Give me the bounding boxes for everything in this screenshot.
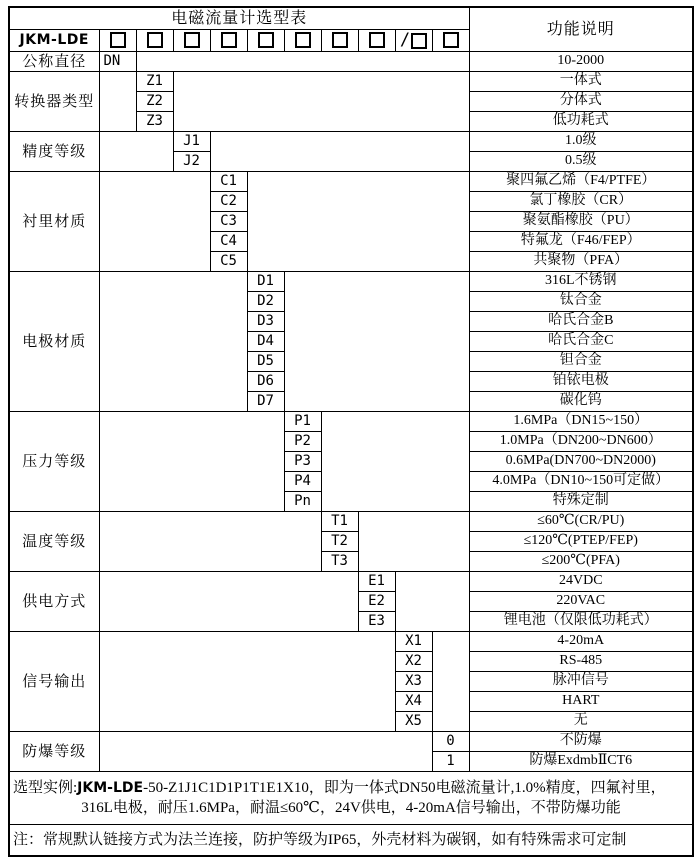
empty-cell — [99, 72, 136, 132]
desc-cell: 聚四氟乙烯（F4/PTFE） — [469, 172, 693, 192]
code-cell: C3 — [210, 212, 247, 232]
desc-cell: 碳化钨 — [469, 392, 693, 412]
code-cell: C5 — [210, 252, 247, 272]
desc-cell: 钽合金 — [469, 352, 693, 372]
checkbox-icon — [443, 32, 459, 48]
code-cell: X1 — [395, 632, 432, 652]
code-cell: C2 — [210, 192, 247, 212]
desc-cell: ≤60℃(CR/PU) — [469, 512, 693, 532]
code-cell: J1 — [173, 132, 210, 152]
code-cell: D3 — [247, 312, 284, 332]
model-checkbox-8[interactable] — [358, 30, 395, 52]
desc-cell: 锂电池（仅限低功耗式） — [469, 612, 693, 632]
empty-cell — [99, 272, 247, 412]
code-cell: Z2 — [136, 92, 173, 112]
selection-table — [8, 6, 694, 857]
checkbox-icon — [147, 32, 163, 48]
desc-cell: 分体式 — [469, 92, 693, 112]
checkbox-icon — [369, 32, 385, 48]
empty-cell — [99, 512, 321, 572]
desc-cell: 聚氨酯橡胶（PU） — [469, 212, 693, 232]
model-checkbox-2[interactable] — [136, 30, 173, 52]
table-title: 电磁流量计选型表 — [9, 7, 469, 30]
desc-cell: 氯丁橡胶（CR） — [469, 192, 693, 212]
desc-cell: 特殊定制 — [469, 492, 693, 512]
desc-cell: RS-485 — [469, 652, 693, 672]
checkbox-icon — [295, 32, 311, 48]
desc-cell: 不防爆 — [469, 732, 693, 752]
code-cell: D4 — [247, 332, 284, 352]
code-cell: C1 — [210, 172, 247, 192]
desc-cell: 无 — [469, 712, 693, 732]
desc-cell: 哈氏合金B — [469, 312, 693, 332]
code-cell: D2 — [247, 292, 284, 312]
checkbox-icon — [221, 32, 237, 48]
code-cell: 1 — [432, 752, 469, 772]
code-cell: D5 — [247, 352, 284, 372]
desc-cell: ≤120℃(PTEP/FEP) — [469, 532, 693, 552]
code-cell: E1 — [358, 572, 395, 592]
desc-cell: 10-2000 — [469, 52, 693, 72]
desc-cell: 铂铱电极 — [469, 372, 693, 392]
code-cell: P2 — [284, 432, 321, 452]
slash-separator: / — [399, 30, 411, 51]
code-cell: T1 — [321, 512, 358, 532]
empty-cell — [99, 572, 358, 632]
example-line-2: 316L电极，耐压1.6MPa，耐温≤60℃，24V供电，4-20mA信号输出，不带防爆功能 — [81, 800, 621, 816]
empty-cell — [358, 512, 469, 572]
code-cell: X3 — [395, 672, 432, 692]
model-checkbox-5[interactable] — [247, 30, 284, 52]
desc-cell: 一体式 — [469, 72, 693, 92]
desc-cell: 220VAC — [469, 592, 693, 612]
section-label-nominal-diameter: 公称直径 — [9, 52, 99, 72]
code-cell: T2 — [321, 532, 358, 552]
model-checkbox-6[interactable] — [284, 30, 321, 52]
empty-cell — [99, 732, 432, 772]
checkbox-icon — [110, 32, 126, 48]
note-row — [9, 825, 693, 857]
code-cell: Z1 — [136, 72, 173, 92]
empty-cell — [99, 632, 395, 732]
example-prefix: 选型实例: — [13, 780, 78, 796]
desc-cell: 4-20mA — [469, 632, 693, 652]
empty-cell — [99, 132, 173, 172]
code-cell: P3 — [284, 452, 321, 472]
code-cell: P4 — [284, 472, 321, 492]
model-checkbox-3[interactable] — [173, 30, 210, 52]
desc-cell: 4.0MPa（DN10~150可定做） — [469, 472, 693, 492]
desc-cell: 脉冲信号 — [469, 672, 693, 692]
model-prefix: JKM-LDE — [9, 30, 99, 52]
checkbox-icon — [184, 32, 200, 48]
section-label-signal-output: 信号输出 — [9, 632, 99, 732]
code-cell: C4 — [210, 232, 247, 252]
code-cell: E2 — [358, 592, 395, 612]
empty-cell — [99, 412, 284, 512]
section-label-pressure-rating: 压力等级 — [9, 412, 99, 512]
desc-cell: 哈氏合金C — [469, 332, 693, 352]
code-cell: X5 — [395, 712, 432, 732]
desc-cell: 316L不锈钢 — [469, 272, 693, 292]
empty-cell — [395, 572, 469, 632]
desc-cell: 24VDC — [469, 572, 693, 592]
code-cell: X2 — [395, 652, 432, 672]
empty-cell — [284, 272, 469, 412]
desc-cell: 特氟龙（F46/FEP） — [469, 232, 693, 252]
section-label-accuracy-class: 精度等级 — [9, 132, 99, 172]
checkbox-icon — [411, 33, 427, 49]
model-checkbox-4[interactable] — [210, 30, 247, 52]
code-cell: X4 — [395, 692, 432, 712]
code-cell: D1 — [247, 272, 284, 292]
note-text: 注：常规默认链接方式为法兰连接，防护等级为IP65，外壳材料为碳钢，如有特殊需求可定制 — [9, 825, 693, 857]
code-cell: DN — [99, 52, 136, 72]
code-cell: Z3 — [136, 112, 173, 132]
desc-cell: 防爆ExdmbⅡCT6 — [469, 752, 693, 772]
code-cell: J2 — [173, 152, 210, 172]
section-label-electrode-material: 电极材质 — [9, 272, 99, 412]
model-checkbox-9-slash[interactable] — [395, 30, 432, 52]
example-model: JKM-LDE — [77, 780, 144, 796]
section-label-liner-material: 衬里材质 — [9, 172, 99, 272]
desc-cell: 0.6MPa(DN700~DN2000) — [469, 452, 693, 472]
model-checkbox-10[interactable] — [432, 30, 469, 52]
desc-cell: HART — [469, 692, 693, 712]
empty-cell — [173, 72, 469, 132]
example-row — [9, 772, 693, 825]
section-label-power-supply: 供电方式 — [9, 572, 99, 632]
desc-cell: 共聚物（PFA） — [469, 252, 693, 272]
code-cell: E3 — [358, 612, 395, 632]
function-description-header: 功能说明 — [469, 7, 693, 52]
desc-cell: 1.0MPa（DN200~DN600） — [469, 432, 693, 452]
desc-cell: 低功耗式 — [469, 112, 693, 132]
code-cell: Pn — [284, 492, 321, 512]
code-cell: P1 — [284, 412, 321, 432]
section-label-converter-type: 转换器类型 — [9, 72, 99, 132]
model-checkbox-7[interactable] — [321, 30, 358, 52]
desc-cell: ≤200℃(PFA) — [469, 552, 693, 572]
empty-cell — [210, 132, 469, 172]
code-cell: D6 — [247, 372, 284, 392]
empty-cell — [99, 172, 210, 272]
model-checkbox-1[interactable] — [99, 30, 136, 52]
desc-cell: 1.0级 — [469, 132, 693, 152]
code-cell: 0 — [432, 732, 469, 752]
section-label-explosion-proof-rating: 防爆等级 — [9, 732, 99, 772]
example-line-1 — [10, 776, 692, 797]
desc-cell: 1.6MPa（DN15~150） — [469, 412, 693, 432]
empty-cell — [321, 412, 469, 512]
checkbox-icon — [258, 32, 274, 48]
code-cell: D7 — [247, 392, 284, 412]
example-rest: -50-Z1J1C1D1P1T1E1X10，即为一体式DN50电磁流量计,1.0%精度，四氟衬里， — [143, 780, 666, 796]
checkbox-icon — [332, 32, 348, 48]
empty-cell — [136, 52, 469, 72]
code-cell: T3 — [321, 552, 358, 572]
desc-cell: 钛合金 — [469, 292, 693, 312]
desc-cell: 0.5级 — [469, 152, 693, 172]
empty-cell — [432, 632, 469, 732]
section-label-temperature-rating: 温度等级 — [9, 512, 99, 572]
empty-cell — [247, 172, 469, 272]
